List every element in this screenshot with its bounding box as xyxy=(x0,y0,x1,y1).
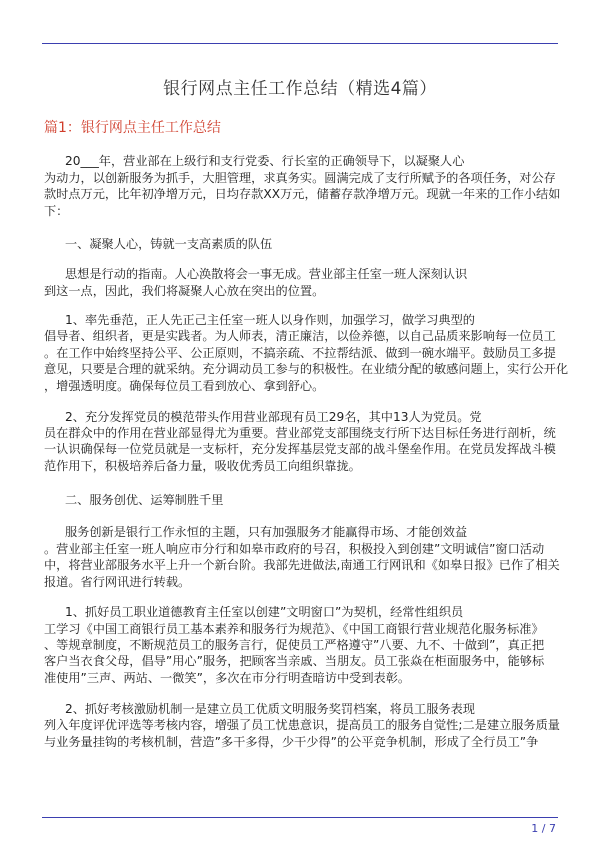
text-line: 倡导者、组织者，更是实践者。为人师表，清正廉洁，以俭养德，以自己品质来影响每一位员工 xyxy=(44,329,556,343)
text-line: 20___年，营业部在上级行和支行党委、行长室的正确领导下，以凝聚人心 xyxy=(65,154,465,168)
footer-rule xyxy=(42,817,558,818)
text-line: 。在工作中始终坚持公平、公正原则，不搞亲疏、不拉帮结派、做到一碗水端平。鼓励员工多提 xyxy=(44,346,556,360)
text-line: 中，将营业部服务水平上升一个新台阶。我部先进做法,南通工行网讯和《如皋日报》已作了相关 xyxy=(44,558,560,572)
text-line: 、等规章制度，不断规范员工的服务言行，促使员工严格遵守”八要、九不、十做到”，真正把 xyxy=(44,638,545,652)
text-line: 客户当衣食父母，倡导”用心”服务，把顾客当亲戚、当朋友。员工张焱在柜面服务中，能够标 xyxy=(44,654,545,668)
text-line: 列入年度评优评选等考核内容，增强了员工忧患意识，提高员工的服务自觉性;二是建立服务质量 xyxy=(44,718,560,732)
page-indicator: 1 / 7 xyxy=(531,822,556,835)
text-line: 服务创新是银行工作永恒的主题，只有加强服务才能赢得市场、才能创效益 xyxy=(65,525,468,539)
text-line: 一认识确保每一位党员就是一支标杆，充分发挥基层党支部的战斗堡垒作用。在党员发挥战斗模 xyxy=(44,442,556,456)
header-rule xyxy=(42,43,558,44)
text-line: 下： xyxy=(44,204,69,218)
section-heading: 篇1：银行网点主任工作总结 xyxy=(44,120,221,136)
text-line: 与业务量挂钩的考核机制，营造”多干多得，少干少得”的公平竞争机制，形成了全行员工”争 xyxy=(44,735,539,749)
text-line: 为动力，以创新服务为抓手，大胆管理，求真务实。圆满完成了支行所赋予的各项任务，对公存 xyxy=(44,171,556,185)
text-line: 报道。省行网讯进行转载。 xyxy=(44,575,191,589)
text-line: 工学习《中国工商银行员工基本素养和服务行为规范》、《中国工商银行营业规范化服务标准》 xyxy=(44,622,544,636)
subheading: 二、服务创优、运筹制胜千里 xyxy=(65,493,224,507)
document-title: 银行网点主任工作总结（精选4篇） xyxy=(163,79,437,99)
text-line: 1、抓好员工职业道德教育主任室以创建”文明窗口”为契机，经常性组织员 xyxy=(65,605,464,619)
text-line: 款时点万元，比年初净增万元，日均存款XX万元，储蓄存款净增万元。现就一年来的工作小结如 xyxy=(44,187,561,201)
text-line: 2、充分发挥党员的模范带头作用营业部现有员工29名，其中13人为党员。党 xyxy=(65,410,482,424)
text-line: 。营业部主任室一班人响应市分行和如皋市政府的号召，积极投入到创建”文明诚信”窗口活动 xyxy=(44,542,545,556)
text-line: 意见，只要是合理的就采纳。充分调动员工参与的积极性。在业绩分配的敏感问题上，实行公开化 xyxy=(44,362,569,376)
text-line: 2、抓好考核激励机制一是建立员工优质文明服务奖罚档案，将员工服务表现 xyxy=(65,702,475,716)
text-line: 思想是行动的指南。人心涣散将会一事无成。营业部主任室一班人深刻认识 xyxy=(65,267,468,281)
subheading: 一、凝聚人心，铸就一支高素质的队伍 xyxy=(65,237,273,251)
text-line: 准使用”三声、两站、一微笑”，多次在市分行明查暗访中受到表彰。 xyxy=(44,671,411,685)
text-line: 到这一点，因此，我们将凝聚人心放在突出的位置。 xyxy=(44,284,325,298)
text-line: 1、率先垂范，正人先正己主任室一班人以身作则，加强学习，做学习典型的 xyxy=(65,313,475,327)
text-line: 范作用下，积极培养后备力量，吸收优秀员工向组织靠拢。 xyxy=(44,459,361,473)
text-line: ，增强透明度。确保每位员工看到放心、拿到舒心。 xyxy=(44,379,325,393)
text-line: 员在群众中的作用在营业部显得尤为重要。营业部党支部围绕支行所下达目标任务进行剖析，统 xyxy=(44,426,556,440)
